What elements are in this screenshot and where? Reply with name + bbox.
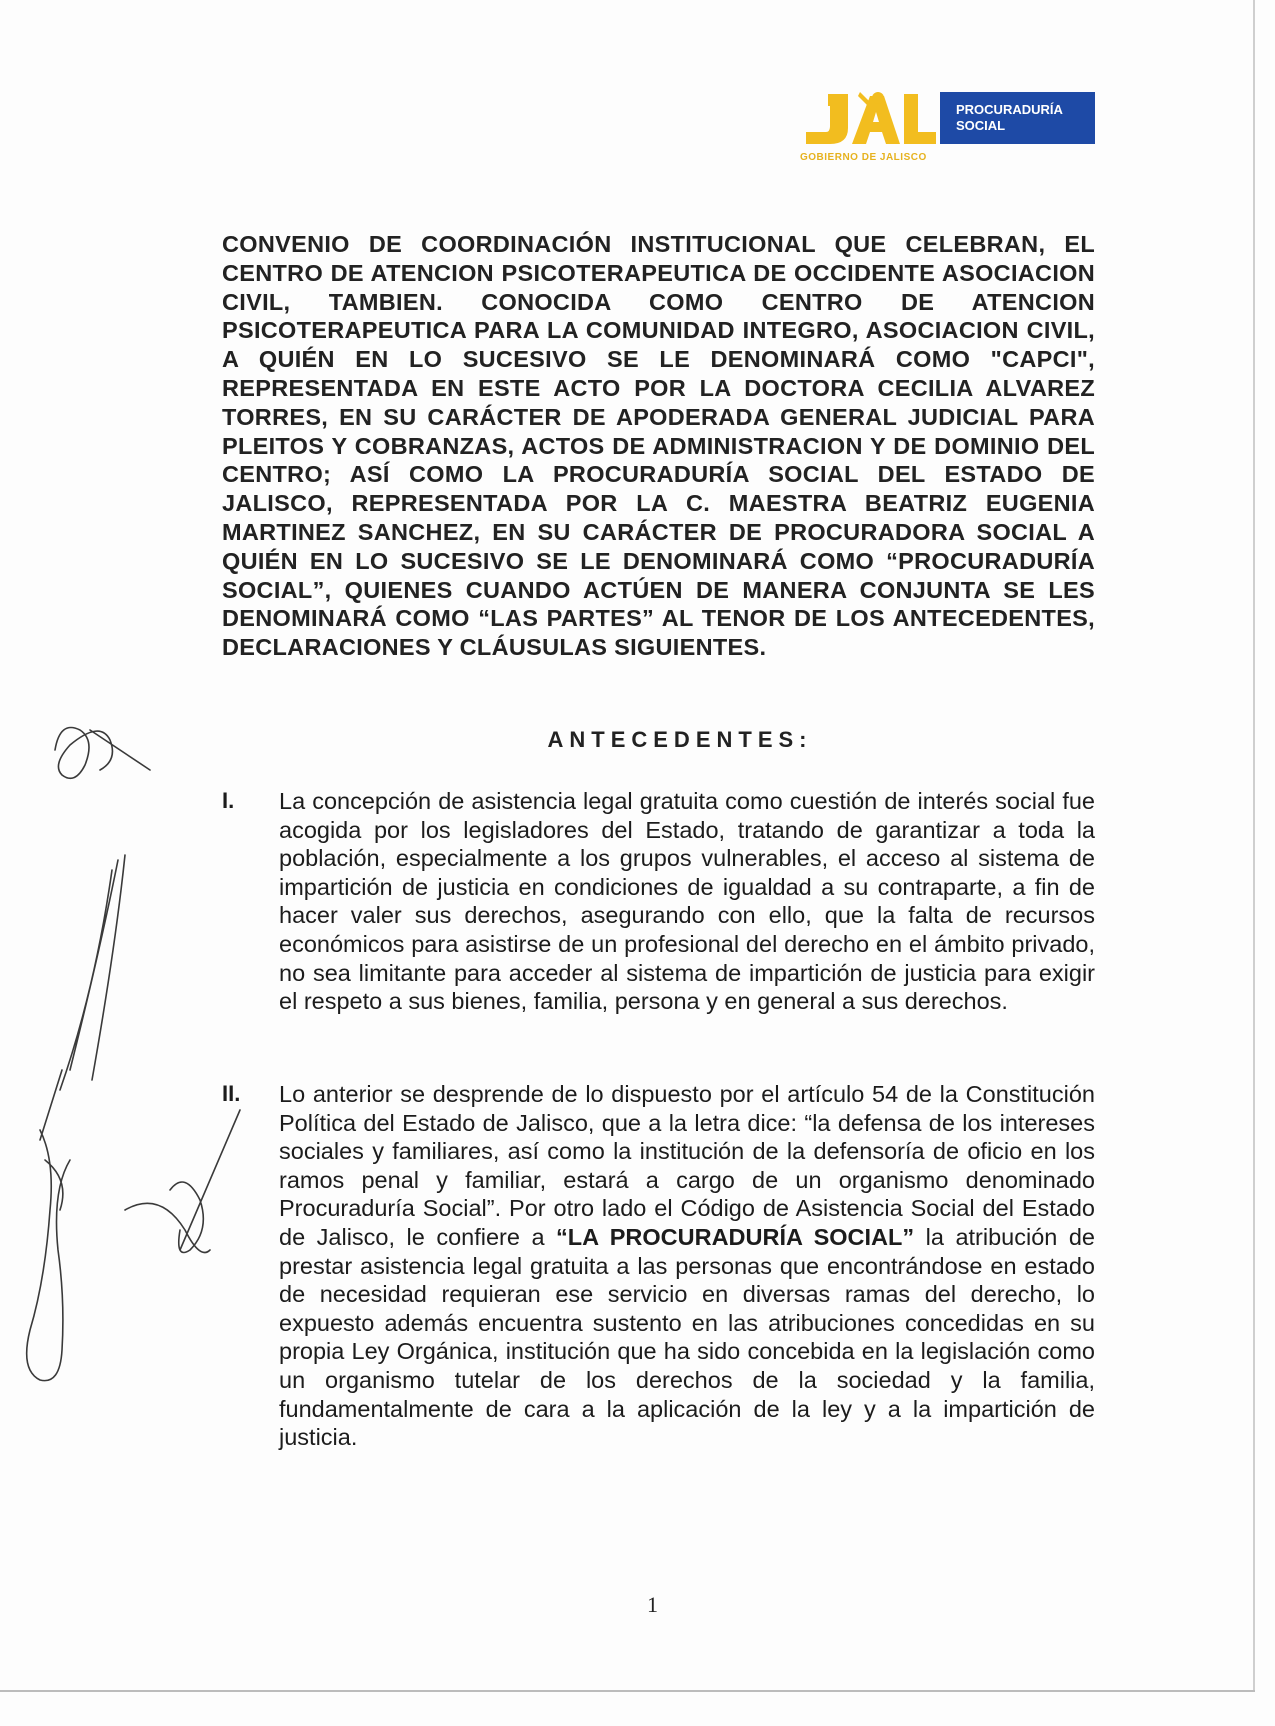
logo-line1: PROCURADURÍA <box>956 102 1063 117</box>
scan-edge-bottom <box>0 1690 1255 1692</box>
document-title: CONVENIO DE COORDINACIÓN INSTITUCIONAL QUE CELEBRAN, EL CENTRO DE ATENCION PSICOTERAPEUTICA DE OCCIDENTE ASOCIACION CIVIL, TAMBIEN. CONOCIDA COMO CENTRO DE ATENCION PSICOTERAPEUTICA PARA LA COMUNIDAD INTEGRO, ASOCIACION CIVIL, A QUIÉN EN LO SUCESIVO SE LE DENOMINARÁ COMO "CAPCI", REPRESENTADA EN ESTE ACTO POR LA DOCTORA CECILIA ALVAREZ TORRES, EN SU CARÁCTER DE APODERADA GENERAL JUDICIAL PARA PLEITOS Y COBRANZAS, ACTOS DE ADMINISTRACION Y DE DOMINIO DEL CENTRO; ASÍ COMO LA PROCURADURÍA SOCIAL DEL ESTADO DE JALISCO, REPRESENTADA POR LA C. MAESTRA BEATRIZ EUGENIA MARTINEZ SANCHEZ, EN SU CARÁCTER DE PROCURADORA SOCIAL A QUIÉN EN LO SUCESIVO SE LE DENOMINARÁ COMO “PROCURADURÍA SOCIAL”, QUIENES CUANDO ACTÚEN DE MANERA CONJUNTA SE LES DENOMINARÁ COMO “LAS PARTES” AL TENOR DE LOS ANTECEDENTES, DECLARACIONES Y CLÁUSULAS SIGUIENTES. <box>222 231 1095 661</box>
logo-label-box <box>940 92 1095 144</box>
item-text: La concepción de asistencia legal gratuita como cuestión de interés social fue acogida por los legisladores del Estado, tratando de garantizar a toda la población, especialmente a los grupos vulnerables, el acceso al sistema de impartición de justicia en condiciones de igualdad a su contraparte, a fin de hacer valer sus derechos, asegurando con ello, que la falta de recursos económicos para asistirse de un profesional del derecho en el ámbito privado, no sea limitante para acceder al sistema de impartición de justicia para exigir el respeto a sus bienes, familia, persona y en general a sus derechos. <box>279 788 1095 1015</box>
jal-logo-mark-icon <box>800 88 940 148</box>
section-heading: ANTECEDENTES: <box>547 727 813 752</box>
item-text-bold: “LA PROCURADURÍA SOCIAL” <box>556 1223 915 1250</box>
item-number: II. <box>222 1081 241 1106</box>
logo-government-label: GOBIERNO DE JALISCO <box>800 152 927 163</box>
signature-long-strokes <box>60 855 125 1090</box>
signature-lower <box>27 1070 70 1381</box>
signature-initials-2 <box>125 1110 240 1253</box>
item-text-part: Lo anterior se desprende de lo dispuesto por el artículo 54 de la Constitución Política del Estado de Jalisco, que a la letra dice: “la defensa de los intereses sociales y familiares, así como la institución de la defensoría de oficio en los ramos penal y familiar, estará a cargo de un organismo denominado Procuraduría Social”. Por otro lado el Código de Asistencia Social del Estado de Jalisco, le confiere a <box>279 1081 1095 1250</box>
scan-edge-right <box>1253 0 1255 1690</box>
signature-initials-1 <box>55 728 150 779</box>
item-text <box>279 1080 1095 1452</box>
item-text-part: la atribución de prestar asistencia legal gratuita a las personas que encontrándose en estado de necesidad requieran ese servicio en diversas ramas del derecho, lo expuesto además encuentra sustento en las atribuciones concedidas en su propia Ley Orgánica, institución que ha sido concebida en la legislación como un organismo tutelar de los derechos de la sociedad y la familia, fundamentalmente de cara a la aplicación de la ley y a la impartición de justicia. <box>279 1223 1096 1451</box>
procuraduria-social-logo <box>800 88 1100 168</box>
logo-line2: SOCIAL <box>956 118 1006 133</box>
page-number: 1 <box>647 1592 658 1617</box>
margin-signatures <box>0 690 260 1410</box>
item-number: I. <box>222 788 235 813</box>
